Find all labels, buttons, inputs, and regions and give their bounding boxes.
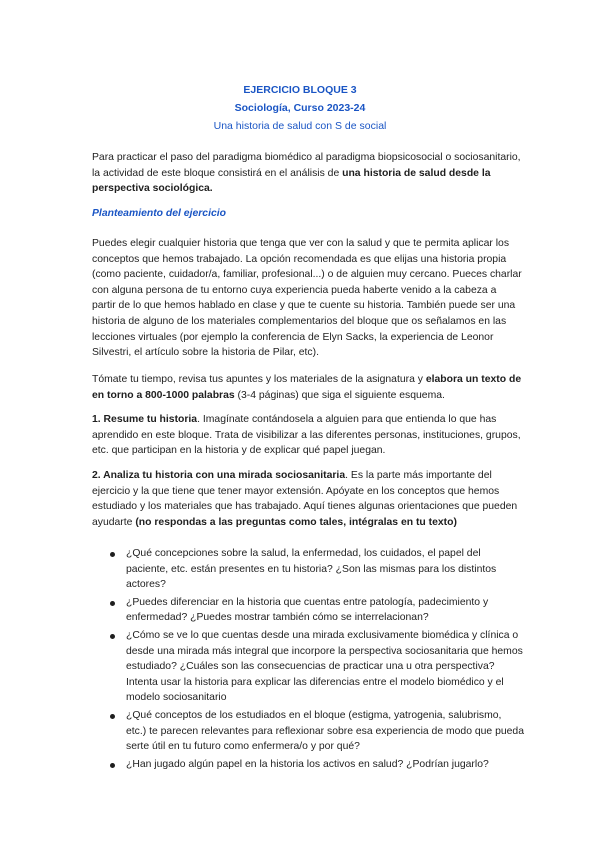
paragraph-step-2 [92,468,522,530]
intro-bold: una historia de salud desde la perspectiva sociológica. [92,167,491,195]
p2-bold: elabora un texto de en torno a 800-1000 palabras [92,374,522,401]
list-item-text: ¿Qué conceptos de los estudiados en el bloque (estigma, yatrogenia, salubrismo, etc.) te parecen relevantes para reflexionar sobre esa experiencia de modo que pueda serte útil en tu futuro como enfermera/o y por qué? [126,709,524,753]
section-title: Planteamiento del ejercicio [92,208,226,219]
step-2-heading: 2. Analiza tu historia con una mirada sociosanitaria [92,470,346,481]
list-item [104,546,524,593]
intro-paragraph [92,150,522,197]
paragraph-story-choice: Puedes elegir cualquier historia que tenga que ver con la salud y que te permita aplicar los conceptos que hemos trabajado. La opción recomendada es que elijas una historia propia (como paciente, cuidador/a, familiar, profesional...) o de alguien muy cercano. Pueces charlar con alguna persona de tu entorno cuya experiencia pueda haberte venido a la cabeza a partir de lo que hemos hablado en clase y que te cuente su historia. También puede ser una historia de alguno de los materiales complementarios del bloque que os señalamos en las lecciones virtuales (por ejemplo la conferencia de Elyn Sacks, la experiencia de Leonor Silvestri, el artículo sobre la historia de Pilar, etc). [92,238,522,359]
document-subtitle: Sociología, Curso 2023-24 [234,102,366,114]
step-2-text: . Es la parte más importante del ejercicio y la que tiene que tener mayor extensión. Apóyate en los conceptos que hemos estudiado y los materiales que has trabajado. Aquí tienes algunas orientaciones que pueden ayudarte [92,470,518,528]
bullet-icon [110,714,115,719]
list-item-text: ¿Puedes diferenciar en la historia que cuentas entre patología, padecimiento y enfermedad? ¿Puedes mostrar también cómo se interrelacionan? [126,596,489,624]
list-item [104,757,524,773]
bullet-icon [110,763,115,768]
list-item [104,595,524,626]
step-2-note: (no respondas a las preguntas como tales, intégralas en tu texto) [135,516,457,528]
p2-text-a: Tómate tu tiempo, revisa tus apuntes y los materiales de la asignatura y [92,374,426,385]
bullet-icon [110,601,115,606]
list-item-text: ¿Qué concepciones sobre la salud, la enfermedad, los cuidados, el papel del paciente, etc. están presentes en tu historia? ¿Son las mismas para los distintos actores? [126,548,497,591]
document-title: EJERCICIO BLOQUE 3 [243,84,357,96]
bullet-icon [110,634,115,639]
intro-text: Para practicar el paso del paradigma biomédico al paradigma biopsicosocial o sociosanitario, la actividad de este bloque consistirá en el análisis de [92,152,521,179]
guidance-list [104,546,524,774]
paragraph-step-1 [92,412,522,459]
p2-text-b: (3-4 páginas) que siga el siguiente esquema. [234,389,445,401]
list-item [104,628,524,706]
step-1-heading: 1. Resume tu historia [92,414,198,425]
list-item-text: ¿Han jugado algún papel en la historia los activos en salud? ¿Podrían jugarlo? [126,758,489,770]
document-tagline: Una historia de salud con S de social [213,120,387,132]
list-item-text: ¿Cómo se ve lo que cuentas desde una mirada exclusivamente biomédica y clínica o desde una mirada más integral que incorpore la perspectiva sociosanitaria que hemos estudiado? ¿Cuáles son las consecuencias de practicar una u otra perspectiva? Intenta usar la historia para explicar las diferencias entre el modelo biomédico y el modelo sociosanitario [126,629,523,704]
bullet-icon [110,552,115,557]
paragraph-instructions [92,372,522,403]
step-1-text: . Imagínate contándosela a alguien para que entienda lo que has aprendido en este bloque. Trata de visibilizar a las diferentes personas, instituciones, grupos, etc. que participan en la historia y de explicar qué papel juegan. [92,414,521,457]
list-item [104,708,524,755]
